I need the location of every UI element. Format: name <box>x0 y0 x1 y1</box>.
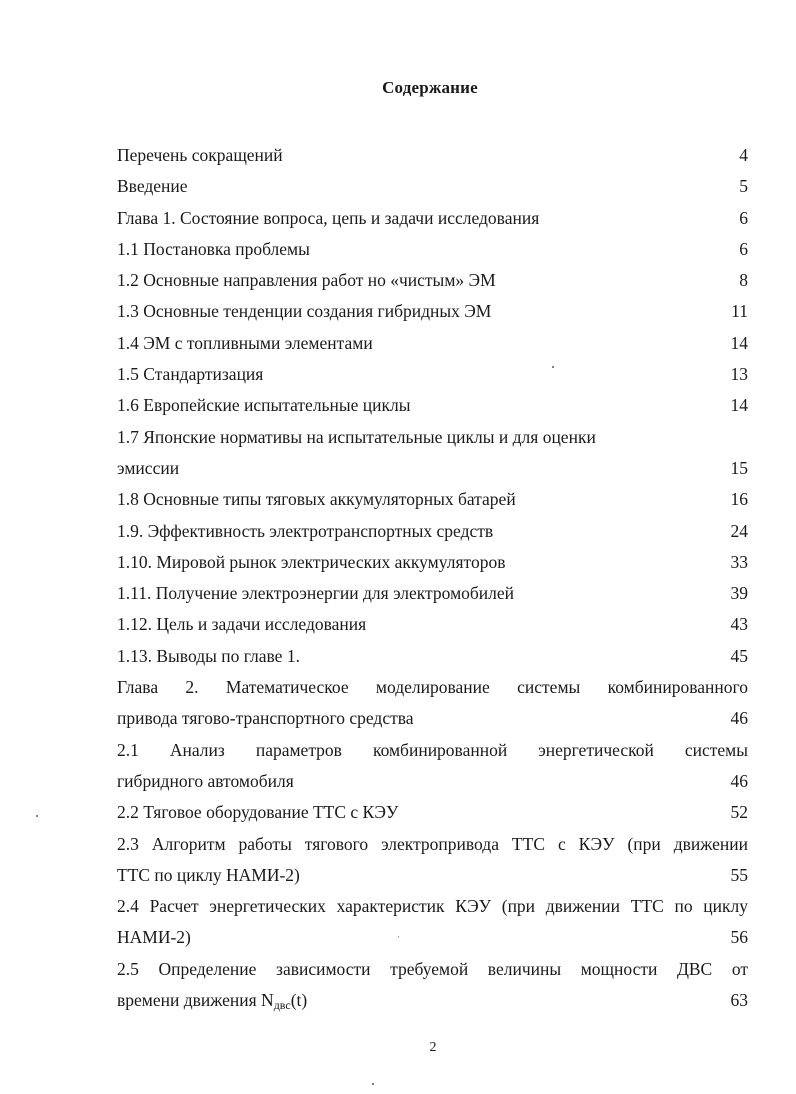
toc-entry-label: 1.12. Цель и задачи исследования <box>117 614 367 635</box>
toc-entry-label: 2.2 Тяговое оборудование ТТС с КЭУ <box>117 802 399 823</box>
toc-entry-page: 55 <box>730 864 748 885</box>
toc-entry[interactable] <box>117 672 748 735</box>
toc-entry-page: 11 <box>731 301 748 322</box>
toc-entry[interactable] <box>117 359 748 390</box>
toc-entry[interactable] <box>117 797 748 828</box>
toc-entry[interactable] <box>117 891 748 954</box>
toc-entry-page: 46 <box>730 708 748 729</box>
toc-entry[interactable] <box>117 641 748 672</box>
toc-entry-page: 56 <box>730 927 748 948</box>
toc-entry-label: ТТС по циклу НАМИ-2) <box>117 864 300 885</box>
page-number: 2 <box>429 1040 437 1055</box>
toc-entry-line1: Глава 2. Математическое моделирование системы комбинированного <box>117 677 748 698</box>
toc-entry-page: 4 <box>739 145 748 165</box>
toc-entry-page: 14 <box>730 395 748 416</box>
scan-speck <box>372 1083 374 1085</box>
toc-entry-label <box>117 985 719 1021</box>
toc-entry-page: 6 <box>739 238 748 259</box>
toc-entry-label: 1.13. Выводы по главе 1. <box>117 645 300 666</box>
toc-entry[interactable] <box>117 547 748 578</box>
toc-entry-line1: 2.3 Алгоритм работы тягового электропривода ТТС с КЭУ (при движении <box>117 833 748 854</box>
toc-entry[interactable] <box>117 484 748 515</box>
toc-entry-page: 15 <box>730 457 748 478</box>
toc-entry[interactable] <box>117 296 748 327</box>
toc-entry-page: 6 <box>739 207 748 228</box>
toc-entry-page: 16 <box>730 489 748 510</box>
toc-entry-page: 24 <box>730 520 748 541</box>
scan-speck <box>552 366 554 368</box>
toc-entry-label: 1.8 Основные типы тяговых аккумуляторных батарей <box>117 489 516 510</box>
toc-entry-line1: 2.1 Анализ параметров комбинированной энергетической системы <box>117 739 748 760</box>
toc-entry-label-main: времени движения N <box>117 990 274 1011</box>
toc-entry-label: эмиссии <box>117 457 180 478</box>
toc-entry-page: 63 <box>730 990 748 1011</box>
toc-entry-label-subscript: двс <box>273 998 291 1013</box>
toc-entry[interactable] <box>117 171 748 202</box>
toc-entry-line1: 2.5 Определение зависимости требуемой величины мощности ДВС от <box>117 958 748 979</box>
toc-entry-label: 1.2 Основные направления работ но «чистым» ЭМ <box>117 270 496 291</box>
toc-entry-page: 39 <box>730 583 748 604</box>
toc-entry-label: 1.10. Мировой рынок электрических аккумуляторов <box>117 551 506 572</box>
toc-entry[interactable] <box>117 328 748 359</box>
toc-entry-page: 14 <box>730 332 748 353</box>
toc-entry-page: 33 <box>730 551 748 572</box>
toc-entry-page: 43 <box>730 614 748 635</box>
toc-entry[interactable] <box>117 234 748 265</box>
toc-entry-label: 1.3 Основные тенденции создания гибридных ЭМ <box>117 301 492 322</box>
toc-entry-label: 1.9. Эффективность электротранспортных средств <box>117 520 494 541</box>
toc-entry[interactable] <box>117 954 748 1022</box>
scan-speck <box>36 815 38 817</box>
toc-entry[interactable] <box>117 829 748 892</box>
toc-entry-page: 52 <box>730 802 748 823</box>
toc-entry-label: привода тягово-транспортного средства <box>117 708 414 729</box>
toc-entry[interactable] <box>117 609 748 640</box>
toc-entry-label: Перечень сокращений <box>117 145 283 165</box>
toc-entry[interactable] <box>117 516 748 547</box>
toc-entry-label: 1.4 ЭМ с топливными элементами <box>117 332 373 353</box>
page-title: Содержание <box>382 78 478 97</box>
toc-entry-label: 1.11. Получение электроэнергии для электромобилей <box>117 583 515 604</box>
toc-entry-line1: 2.4 Расчет энергетических характеристик КЭУ (при движении ТТС по циклу <box>117 896 748 917</box>
toc-entry-label: НАМИ-2) <box>117 927 191 948</box>
toc-entry[interactable] <box>117 735 748 798</box>
toc-entry-label-tail: (t) <box>290 990 308 1011</box>
toc-entry-label: 1.1 Постановка проблемы <box>117 238 310 259</box>
toc-entry[interactable] <box>117 422 748 485</box>
toc-entry-page: 46 <box>730 770 748 791</box>
toc-entry-label: 1.5 Стандартизация <box>117 364 264 385</box>
table-of-contents <box>117 140 748 1021</box>
toc-entry[interactable] <box>117 390 748 421</box>
toc-entry-page: 5 <box>739 176 748 197</box>
toc-entry[interactable] <box>117 578 748 609</box>
toc-entry-page: 13 <box>730 364 748 385</box>
toc-entry-page: 8 <box>739 270 748 291</box>
toc-entry[interactable] <box>117 203 748 234</box>
toc-entry[interactable] <box>117 140 748 171</box>
toc-entry-label: Введение <box>117 176 188 197</box>
scan-speck <box>398 936 399 937</box>
toc-entry-label: Глава 1. Состояние вопроса, цепь и задачи исследования <box>117 207 540 228</box>
toc-entry-label: 1.6 Европейские испытательные циклы <box>117 395 411 416</box>
toc-entry-line1: 1.7 Японские нормативы на испытательные циклы и для оценки <box>117 426 596 447</box>
toc-entry-page: 45 <box>730 645 748 666</box>
toc-entry[interactable] <box>117 265 748 296</box>
toc-entry-label: гибридного автомобиля <box>117 770 294 791</box>
